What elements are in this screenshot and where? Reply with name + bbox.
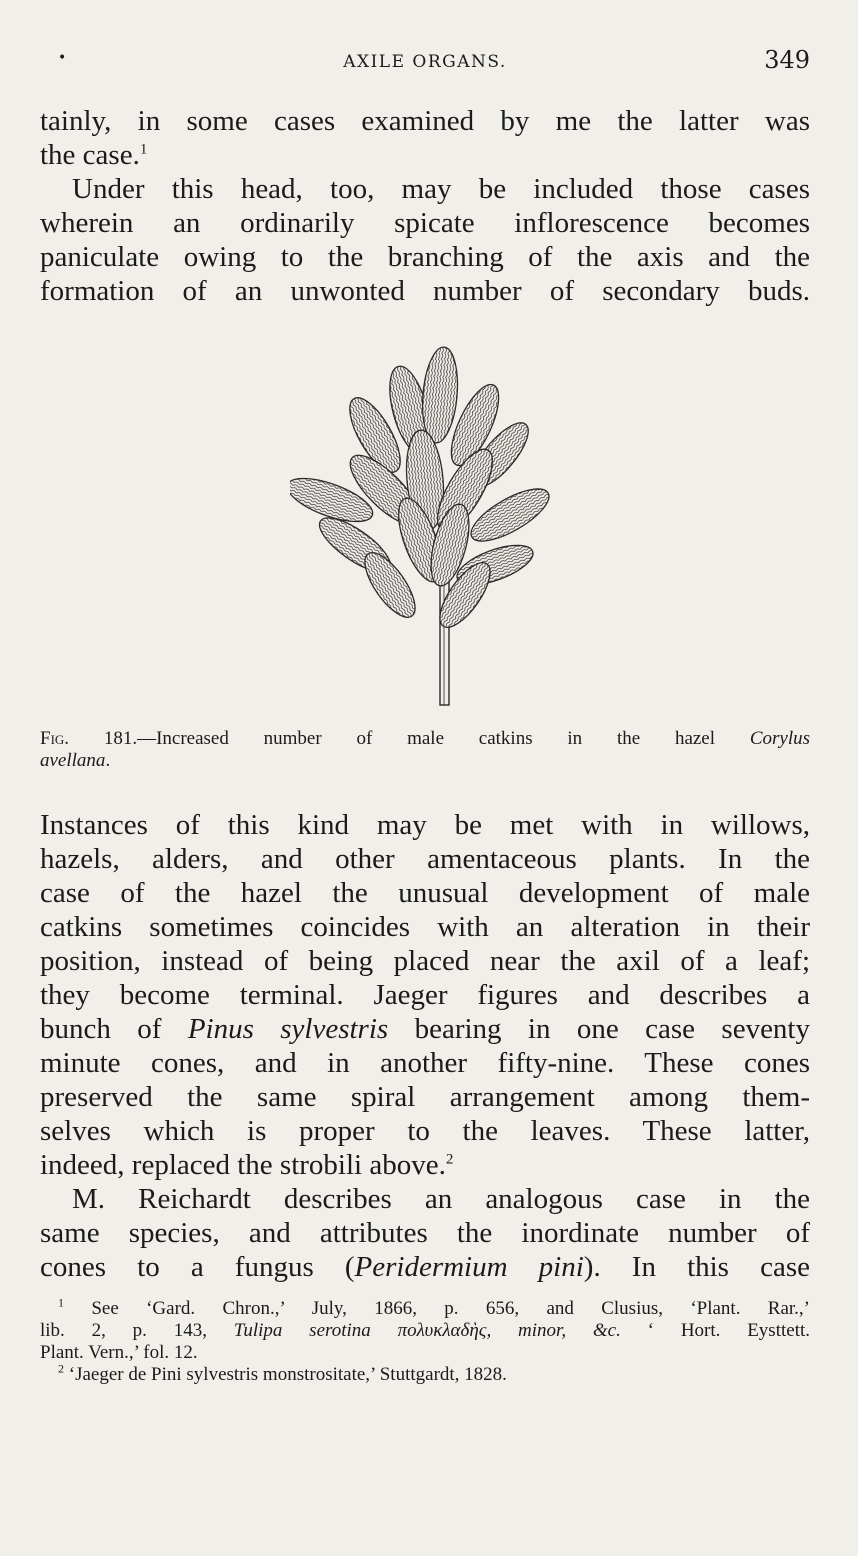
text-run: ). In this case bbox=[583, 1251, 810, 1283]
caption-text: —Increased number of male catkins in the hazel bbox=[137, 728, 750, 749]
running-head bbox=[40, 46, 810, 80]
text-line: same species, and attributes the inordinate number of bbox=[40, 1217, 810, 1249]
footnote-italic: Tulipa serotina πολυκλαδὴς, minor, &c. bbox=[233, 1320, 621, 1341]
text-line: wherein an ordinarily spicate inflorescence becomes bbox=[40, 207, 810, 239]
caption-species: avellana bbox=[40, 750, 106, 771]
text-line: catkins sometimes coincides with an alteration in their bbox=[40, 911, 810, 943]
text-run: the case. bbox=[40, 139, 140, 171]
text-run: indeed, replaced the strobili above. bbox=[40, 1149, 446, 1181]
figure-caption bbox=[40, 728, 810, 772]
footnote-text: ‘Jaeger de Pini sylvestris monstrositate,’ Stuttgardt, 1828. bbox=[64, 1364, 507, 1385]
species-name: Peridermium pini bbox=[354, 1251, 584, 1283]
text-line bbox=[40, 138, 810, 172]
hazel-catkins-illustration bbox=[290, 340, 565, 710]
text-line: paniculate owing to the branching of the axis and the bbox=[40, 241, 810, 273]
footnote-text: ‘ Hort. Eysttett. bbox=[620, 1320, 811, 1341]
text-run: bunch of bbox=[40, 1013, 188, 1045]
footnote-line bbox=[40, 1361, 810, 1386]
text-line: tainly, in some cases examined by me the latter was bbox=[40, 105, 810, 137]
footnote-ref-1: 1 bbox=[139, 141, 148, 158]
caption-species: Corylus bbox=[749, 728, 810, 749]
text-line bbox=[40, 1148, 810, 1182]
text-line: case of the hazel the unusual development of male bbox=[40, 877, 810, 909]
caption-line bbox=[40, 750, 810, 772]
text-line: formation of an unwonted number of secondary buds. bbox=[40, 275, 810, 307]
text-line: M. Reichardt describes an analogous case in the bbox=[72, 1183, 810, 1215]
text-line: they become terminal. Jaeger figures and describes a bbox=[40, 979, 810, 1011]
bullet-mark: • bbox=[58, 50, 68, 66]
catkin-cluster bbox=[290, 346, 556, 635]
figure-label: Fig. 181. bbox=[40, 728, 138, 749]
caption-text: . bbox=[105, 750, 111, 771]
text-line: hazels, alders, and other amentaceous plants. In the bbox=[40, 843, 810, 875]
caption-line bbox=[40, 728, 810, 750]
paragraph-block-top bbox=[40, 104, 810, 308]
text-line bbox=[40, 1250, 810, 1284]
text-line: preserved the same spiral arrangement among them- bbox=[40, 1081, 810, 1113]
footnote-line bbox=[40, 1320, 810, 1342]
text-line: position, instead of being placed near the axil of a leaf; bbox=[40, 945, 810, 977]
footnote-mark-2: 2 bbox=[58, 1361, 64, 1376]
text-line: selves which is proper to the leaves. These latter, bbox=[40, 1115, 810, 1147]
text-line: Under this head, too, may be included those cases bbox=[72, 173, 810, 205]
catkin-stem bbox=[440, 570, 449, 705]
footnote-ref-2: 2 bbox=[445, 1151, 454, 1168]
page-number: 349 bbox=[764, 46, 810, 74]
footnotes bbox=[40, 1295, 811, 1386]
footnote-text: lib. 2, p. 143, bbox=[40, 1320, 234, 1341]
text-run: cones to a fungus ( bbox=[40, 1251, 355, 1283]
footnote-text: See ‘Gard. Chron.,’ July, 1866, p. 656, and Clusius, ‘Plant. Rar.,’ bbox=[64, 1298, 810, 1319]
text-run: bearing in one case seventy bbox=[388, 1013, 810, 1045]
text-line: minute cones, and in another fifty-nine. These cones bbox=[40, 1047, 810, 1079]
footnote-mark-1: 1 bbox=[58, 1295, 64, 1310]
text-line: Instances of this kind may be met with in willows, bbox=[40, 809, 810, 841]
paragraph-block-bottom bbox=[40, 808, 810, 1284]
text-line bbox=[40, 1012, 810, 1046]
species-name: Pinus sylvestris bbox=[187, 1013, 389, 1045]
footnote-line bbox=[40, 1295, 810, 1320]
running-title: AXILE ORGANS. bbox=[343, 52, 507, 72]
footnote-line: Plant. Vern.,’ fol. 12. bbox=[40, 1342, 198, 1363]
